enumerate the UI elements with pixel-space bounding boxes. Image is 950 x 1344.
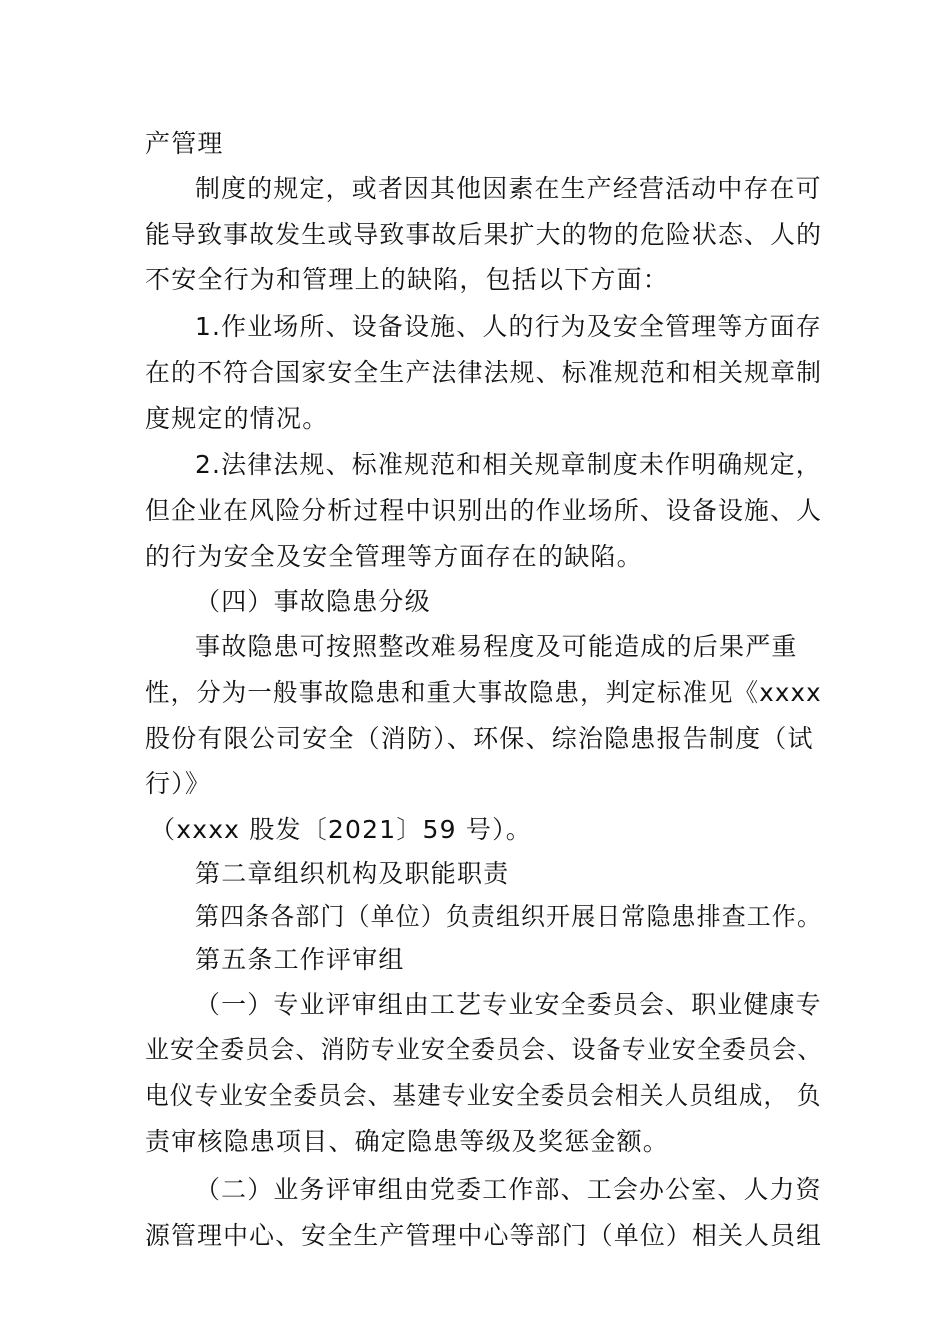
article-heading: 第五条工作评审组 [195,945,405,974]
text-line: 能导致事故发生或导致事故后果扩大的物的危险状态、人的 [145,220,823,249]
text-line: 责审核隐患项目、确定隐患等级及奖惩金额。 [145,1127,670,1156]
list-item-2-line: 2.法律法规、标准规范和相关规章制度未作明确规定， [195,450,822,479]
paragraph-line: 事故隐患可按照整改难易程度及可能造成的后果严重 [195,632,798,661]
text-line: 不安全行为和管理上的缺陷，包括以下方面： [145,265,670,294]
list-item-1-line: 1.作业场所、设备设施、人的行为及安全管理等方面存 [195,312,822,341]
text-line: 度规定的情况。 [145,404,329,433]
text-line: 性，分为一般事故隐患和重大事故隐患，判定标准见《xxxx [145,678,822,707]
paragraph-line: 制度的规定，或者因其他因素在生产经营活动中存在可 [195,174,822,203]
text-line: 在的不符合国家安全生产法律法规、标准规范和相关规章制 [145,358,823,387]
chapter-heading: 第二章组织机构及职能职责 [195,859,510,888]
paragraph-line: （一）专业评审组由工艺专业安全委员会、职业健康专 [195,990,822,1019]
section-heading: （四）事故隐患分级 [195,587,431,616]
article-line: 第四条各部门（单位）负责组织开展日常隐患排查工作。 [195,902,823,931]
text-line: 但企业在风险分析过程中识别出的作业场所、设备设施、人 [145,496,823,525]
text-line: 的行为安全及安全管理等方面存在的缺陷。 [145,542,643,571]
document-reference: （xxxx 股发〔2021〕59 号）。 [150,815,533,844]
paragraph-line: （二）业务评审组由党委工作部、工会办公室、人力资 [195,1175,822,1204]
text-line: 电仪专业安全委员会、基建专业安全委员会相关人员组成， 负 [145,1081,822,1110]
text-line: 业安全委员会、消防专业安全委员会、设备专业安全委员会、 [145,1035,823,1064]
text-line: 行）》 [145,769,212,798]
text-line: 产管理 [145,129,224,158]
text-line: 股份有限公司安全（消防）、环保、综治隐患报告制度（试 [145,724,814,753]
text-line: 源管理中心、安全生产管理中心等部门（单位）相关人员组 [145,1221,823,1250]
